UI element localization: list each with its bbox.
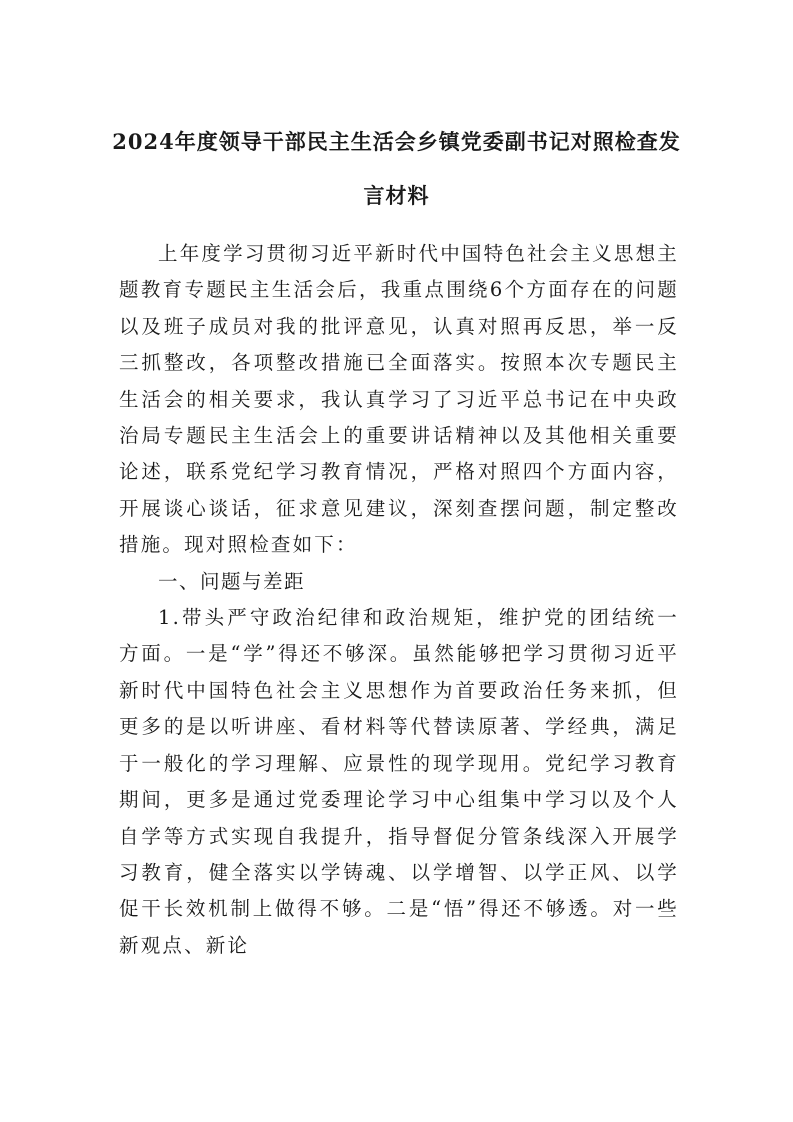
point-1-paragraph: 1.带头严守政治纪律和政治规矩，维护党的团结统一方面。一是“学”得还不够深。虽然能够把学习贯彻习近平新时代中国特色社会主义思想作为首要政治任务来抓，但更多的是以听讲座、看材料等代替读原著、学经典，满足于一般化的学习理解、应景性的现学现用。党纪学习教育期间，更多是通过党委理论学习中心组集中学习以及个人自学等方式实现自我提升，指导督促分管条线深入开展学习教育，健全落实以学铸魂、以学增智、以学正风、以学促干长效机制上做得不够。二是“悟”得还不够透。对一些新观点、新论	[119, 606, 679, 957]
intro-paragraph: 上年度学习贯彻习近平新时代中国特色社会主义思想主题教育专题民主生活会后，我重点围绕6个方面存在的问题以及班子成员对我的批评意见，认真对照再反思，举一反三抓整改，各项整改措施已全面落实。按照本次专题民主生活会的相关要求，我认真学习了习近平总书记在中央政治局专题民主生活会上的重要讲话精神以及其他相关重要论述，联系党纪学习教育情况，严格对照四个方面内容，开展谈心谈话，征求意见建议，深刻查摆问题，制定整改措施。现对照检查如下：	[119, 242, 679, 557]
document-title-line-2: 言材料	[363, 183, 430, 208]
document-body	[119, 236, 679, 964]
section-heading-problems: 一、问题与差距	[158, 569, 306, 593]
document-title-line-1: 2024年度领导干部民主生活会乡镇党委副书记对照检查发	[112, 129, 681, 154]
